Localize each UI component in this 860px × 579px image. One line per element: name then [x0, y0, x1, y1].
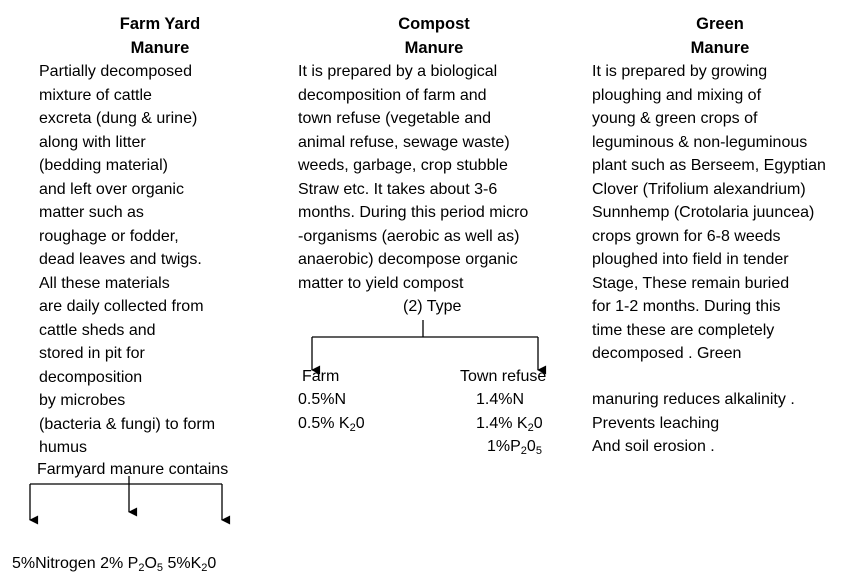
green-heading-line1: Green — [696, 15, 744, 33]
farm-k-prefix: 0.5% K — [298, 415, 350, 432]
farm-yard-heading-line2: Manure — [130, 39, 190, 57]
green-line: ploughed into field in tender — [592, 251, 789, 268]
farm-yard-line: dead leaves and twigs. — [39, 251, 202, 268]
farm-yard-line: excreta (dung & urine) — [39, 110, 198, 127]
compost-line: It is prepared by a biological — [298, 63, 498, 80]
town-k-suffix: 0 — [533, 415, 543, 432]
town-p-sub2: 5 — [535, 445, 542, 457]
farm-yard-contents-tree — [30, 476, 222, 520]
compost-line: months. During this period micro — [298, 204, 529, 221]
compost-type-label: (2) Type — [403, 298, 462, 315]
town-p-prefix: 1%P — [487, 438, 521, 455]
compost-line: anaerobic) decompose organic — [298, 251, 518, 268]
farm-yard-line: are daily collected from — [39, 298, 204, 315]
compost-line: animal refuse, sewage waste) — [298, 133, 510, 151]
green-line: And soil erosion . — [592, 438, 715, 455]
farm-yard-line: decomposition — [39, 368, 143, 386]
compost-town-label: Town refuse — [460, 368, 547, 385]
farm-yard-line: mixture of cattle — [39, 86, 152, 104]
green-line: time these are completely — [592, 321, 775, 339]
farm-yard-line: and left over organic — [39, 180, 184, 198]
green-line: young & green crops of — [592, 110, 758, 127]
k-sub1: 2 — [201, 562, 208, 574]
compost-town-n: 1.4%N — [476, 391, 525, 408]
compost-line: matter to yield compost — [298, 274, 464, 292]
town-k-prefix: 1.4% K — [476, 415, 528, 432]
green-line: decomposed . Green — [592, 345, 742, 362]
compost-farm-n: 0.5%N — [298, 391, 347, 408]
green-line: Clover (Trifolium alexandrium) — [592, 180, 806, 198]
k-mid: 0 — [207, 555, 217, 572]
p-prefix: 2% P — [100, 555, 139, 572]
compost-line: town refuse (vegetable and — [298, 110, 492, 127]
green-line: Sunnhemp (Crotolaria juuncea) — [592, 204, 815, 221]
compost-heading-line1: Compost — [398, 15, 470, 33]
nitrogen-content: 5%Nitrogen — [12, 555, 96, 572]
green-line: Prevents leaching — [592, 414, 720, 432]
compost-line: weeds, garbage, crop stubble — [298, 157, 508, 174]
farm-yard-line: Partially decomposed — [39, 63, 192, 80]
farm-yard-line: All these materials — [39, 274, 170, 292]
farm-yard-contains-label: Farmyard manure contains — [37, 461, 229, 478]
green-line: It is prepared by growing — [592, 63, 768, 80]
farm-yard-line: stored in pit for — [39, 345, 145, 362]
town-p-mid: 0 — [526, 438, 536, 455]
green-line: leguminous & non-leguminous — [592, 133, 808, 151]
green-line: manuring reduces alkalinity . — [592, 391, 795, 408]
p-mid: O — [144, 555, 157, 572]
green-heading-line2: Manure — [690, 39, 750, 57]
p-sub2: 5 — [156, 562, 164, 574]
farm-yard-line: along with litter — [39, 133, 146, 151]
green-line: for 1-2 months. During this — [592, 298, 781, 315]
compost-line: -organisms (aerobic as well as) — [298, 227, 520, 245]
green-line: ploughing and mixing of — [592, 86, 762, 104]
farm-yard-line: (bacteria & fungi) to form — [39, 415, 216, 433]
compost-type-tree — [312, 320, 538, 370]
compost-farm-label: Farm — [302, 368, 340, 385]
farm-yard-heading-line1: Farm Yard — [119, 15, 201, 33]
green-line: crops grown for 6-8 weeds — [592, 227, 781, 245]
compost-line: decomposition of farm and — [298, 86, 487, 104]
town-p-sub1: 2 — [520, 445, 527, 457]
k-prefix: 5%K — [167, 555, 202, 572]
farm-yard-line: matter such as — [39, 204, 144, 221]
farm-yard-line: by microbes — [39, 392, 126, 409]
farm-k-sub: 2 — [349, 422, 356, 434]
compost-heading-line2: Manure — [404, 39, 464, 57]
farm-yard-line: roughage or fodder, — [39, 227, 179, 245]
green-line: Stage, These remain buried — [592, 274, 790, 292]
town-k-sub: 2 — [527, 422, 534, 434]
compost-line: Straw etc. It takes about 3-6 — [298, 180, 498, 198]
farm-yard-line: (bedding material) — [39, 157, 168, 174]
green-line: plant such as Berseem, Egyptian — [592, 157, 826, 174]
farm-yard-line: cattle sheds and — [39, 321, 156, 339]
farm-yard-line: humus — [39, 439, 88, 456]
farm-k-suffix: 0 — [355, 415, 365, 432]
p-sub1: 2 — [138, 562, 145, 574]
